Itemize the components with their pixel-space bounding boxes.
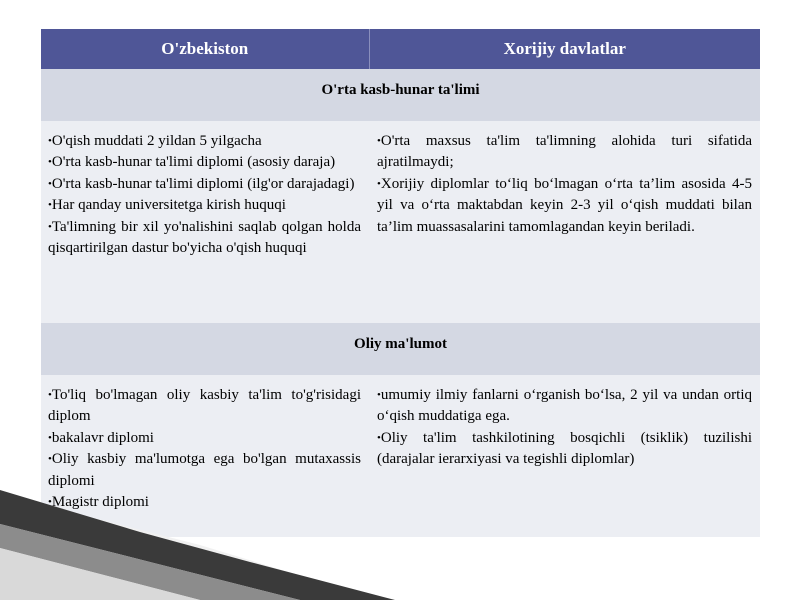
bullet-icon: • (48, 389, 52, 401)
list-item-text: O'rta kasb-hunar ta'limi diplomi (ilg'or darajadagi) (51, 175, 355, 192)
bullet-icon: • (377, 431, 381, 444)
vocational-foreign-cell (369, 121, 760, 323)
list-item-text: O'rta kasb-hunar ta'limi diplomi (asosiy daraja) (51, 154, 336, 171)
bullet-icon: • (48, 453, 52, 466)
section-title-vocational: O'rta kasb-hunar ta'limi (41, 69, 760, 121)
list-item (377, 131, 752, 174)
section-row (41, 323, 760, 375)
list-item (377, 174, 752, 238)
list-item-text: Har qanday universitetga kirish huquqi (51, 197, 286, 214)
bullet-icon: • (48, 199, 52, 212)
list-item-text: Oliy kasbiy ma'lumotga ega bo'lgan mutaxassis diplomi (48, 451, 361, 489)
list-item (48, 195, 361, 216)
list-item-text: bakalavr diplomi (51, 429, 154, 446)
vocational-uzbekistan-cell (41, 121, 369, 323)
comparison-table (41, 29, 760, 537)
list-item-text: O'qish muddati 2 yildan 5 yilgacha (51, 133, 262, 149)
list-item (48, 385, 361, 428)
list-item-text: O'rta maxsus ta'lim ta'limning alohida turi sifatida ajratilmaydi; (377, 133, 752, 171)
bullet-icon: • (377, 135, 381, 147)
decorative-swoosh (0, 490, 440, 600)
header-foreign-countries: Xorijiy davlatlar (369, 29, 760, 69)
bullet-icon: • (48, 156, 52, 169)
bullet-icon: • (377, 389, 381, 401)
bullet-icon: • (48, 177, 52, 190)
list-item (377, 385, 752, 428)
bullet-icon: • (377, 177, 381, 190)
list-item-text: Xorijiy diplomlar to‘liq bo‘lmagan o‘rta ta’lim asosida 4-5 yil va o‘rta maktabdan keyin 2-3 yil o‘qish muddati bilan ta’lim muassasalarini tamomlagandan keyin beriladi. (377, 175, 752, 235)
bullet-icon: • (48, 431, 52, 444)
list-item (377, 428, 752, 471)
bullet-icon: • (48, 220, 52, 233)
list-item (48, 152, 361, 173)
list-item (48, 174, 361, 195)
list-item-text: Oliy ta'lim tashkilotining bosqichli (tsiklik) tuzilishi (darajalar ierarxiyasi va tegishli diplomlar) (377, 429, 752, 468)
content-row (41, 121, 760, 323)
bullet-icon: • (48, 135, 52, 147)
list-item-text: To'liq bo'lmagan oliy kasbiy ta'lim to'g'risidagi diplom (48, 387, 361, 425)
list-item (48, 428, 361, 449)
list-item-text: umumiy ilmiy fanlarni o‘rganish bo‘lsa, 2 yil va undan ortiq o‘qish muddatiga ega. (377, 387, 752, 425)
list-item-text: Magistr diplomi (51, 494, 149, 511)
bullet-icon: • (48, 496, 52, 509)
list-item (48, 217, 361, 260)
list-item (48, 131, 361, 152)
section-row (41, 69, 760, 121)
section-title-higher-education: Oliy ma'lumot (41, 323, 760, 375)
list-item (48, 449, 361, 492)
list-item-text: Ta'limning bir xil yo'nalishini saqlab qolgan holda qisqartirilgan dastur bo'yicha o'qish huquqi (48, 218, 361, 257)
header-uzbekistan: O'zbekiston (41, 29, 369, 69)
header-row (41, 29, 760, 69)
